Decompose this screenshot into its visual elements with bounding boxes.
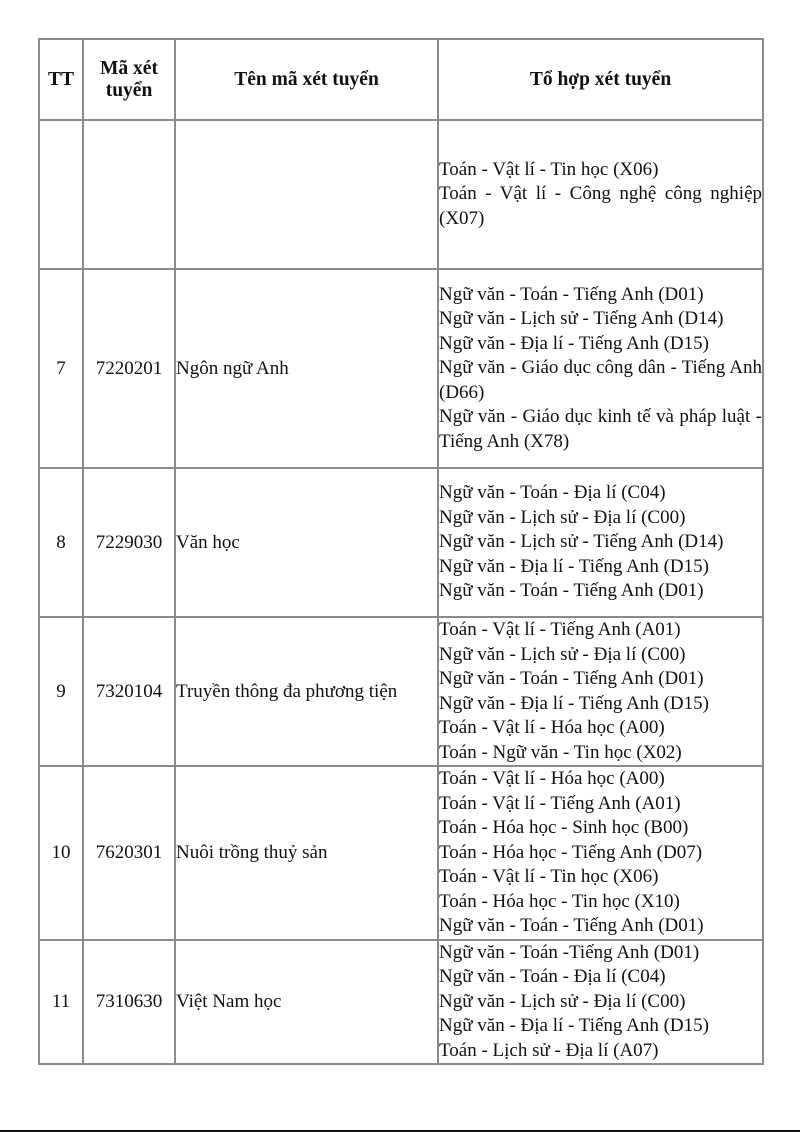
combo-item: Toán - Hóa học - Tiếng Anh (D07): [439, 841, 703, 863]
header-tt: TT: [39, 39, 83, 120]
table-row: [39, 940, 763, 1065]
cell-tt: 11: [39, 940, 83, 1065]
table-row: [39, 766, 763, 940]
cell-name: Ngôn ngữ Anh: [175, 269, 438, 468]
cell-name: Việt Nam học: [175, 940, 438, 1065]
cell-name: Văn học: [175, 468, 438, 617]
combo-item: Toán - Ngữ văn - Tin học (X02): [439, 741, 682, 763]
table-row: [39, 617, 763, 766]
admission-table: [38, 38, 764, 1065]
combo-item: Ngữ văn - Lịch sử - Địa lí (C00): [439, 990, 686, 1012]
cell-name: Truyền thông đa phương tiện: [175, 617, 438, 766]
combo-item: Ngữ văn - Toán - Tiếng Anh (D01): [439, 283, 704, 305]
cell-tt: 8: [39, 468, 83, 617]
cell-combos: [438, 269, 763, 468]
combo-item: Toán - Vật lí - Hóa học (A00): [439, 768, 665, 789]
combo-item: Toán - Hóa học - Tin học (X10): [439, 890, 680, 912]
combo-item: Ngữ văn - Lịch sử - Tiếng Anh (D14): [439, 531, 724, 553]
cell-code: 7229030: [83, 468, 175, 617]
combo-item: Toán - Vật lí - Tiếng Anh (A01): [439, 619, 681, 640]
combo-item: Ngữ văn - Địa lí - Tiếng Anh (D15): [439, 692, 709, 714]
combo-item: Toán - Vật lí - Tiếng Anh (A01): [439, 792, 681, 814]
cell-code: 7620301: [83, 766, 175, 940]
combo-item: Ngữ văn - Toán - Địa lí (C04): [439, 482, 666, 504]
combo-item: Ngữ văn - Giáo dục công dân - Tiếng Anh (D66): [439, 357, 762, 403]
header-name: Tên mã xét tuyển: [175, 39, 438, 120]
table-row: [39, 120, 763, 269]
cell-combos: [438, 617, 763, 766]
header-combos: Tổ hợp xét tuyển: [438, 39, 763, 120]
combo-item: Ngữ văn - Toán - Tiếng Anh (D01): [439, 668, 704, 689]
cell-tt: 9: [39, 617, 83, 766]
combo-item: Ngữ văn - Giáo dục kinh tế và pháp luật - Tiếng Anh (X78): [439, 406, 762, 452]
combo-item: Toán - Vật lí - Công nghệ công nghiệp (X07): [439, 183, 762, 229]
combo-item: Toán - Vật lí - Tin học (X06): [439, 866, 659, 887]
cell-tt: [39, 120, 83, 269]
combo-item: Toán - Vật lí - Tin học (X06): [439, 158, 659, 180]
combo-item: Ngữ văn - Địa lí - Tiếng Anh (D15): [439, 332, 709, 354]
cell-code: 7220201: [83, 269, 175, 468]
cell-name: [175, 120, 438, 269]
combo-item: Ngữ văn - Lịch sử - Tiếng Anh (D14): [439, 308, 724, 330]
combo-item: Ngữ văn - Lịch sử - Địa lí (C00): [439, 643, 686, 665]
combo-item: Toán - Lịch sử - Địa lí (A07): [439, 1039, 659, 1061]
header-code: Mã xét tuyển: [83, 39, 175, 120]
combo-item: Ngữ văn - Toán - Địa lí (C04): [439, 966, 666, 987]
combo-item: Ngữ văn - Toán -Tiếng Anh (D01): [439, 941, 700, 963]
cell-code: [83, 120, 175, 269]
cell-tt: 7: [39, 269, 83, 468]
cell-combos: [438, 766, 763, 940]
cell-code: 7320104: [83, 617, 175, 766]
table-header-row: [39, 39, 763, 120]
cell-combos: [438, 120, 763, 269]
cell-combos: [438, 940, 763, 1065]
cell-name: Nuôi trồng thuỷ sản: [175, 766, 438, 940]
combo-item: Ngữ văn - Toán - Tiếng Anh (D01): [439, 915, 704, 936]
combo-item: Ngữ văn - Lịch sử - Địa lí (C00): [439, 506, 686, 528]
combo-item: Toán - Vật lí - Hóa học (A00): [439, 717, 665, 738]
combo-item: Ngữ văn - Toán - Tiếng Anh (D01): [439, 580, 704, 602]
combo-item: Ngữ văn - Địa lí - Tiếng Anh (D15): [439, 555, 709, 577]
cell-combos: [438, 468, 763, 617]
cell-tt: 10: [39, 766, 83, 940]
table-row: [39, 269, 763, 468]
combo-item: Ngữ văn - Địa lí - Tiếng Anh (D15): [439, 1015, 709, 1036]
cell-code: 7310630: [83, 940, 175, 1065]
table-row: [39, 468, 763, 617]
combo-item: Toán - Hóa học - Sinh học (B00): [439, 817, 689, 838]
